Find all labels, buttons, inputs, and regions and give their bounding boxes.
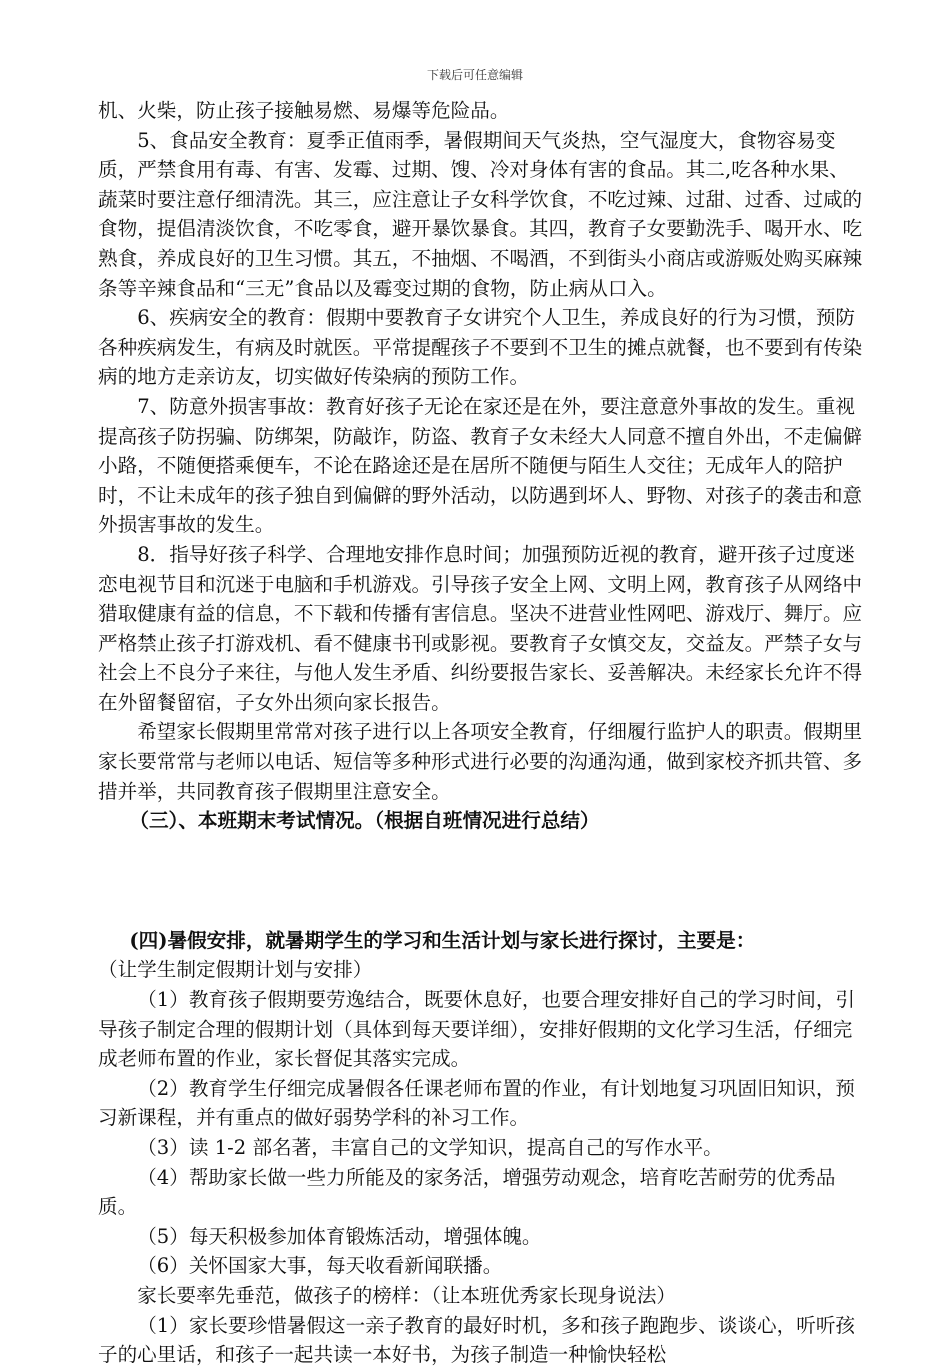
- list-item: （2）教育学生仔细完成暑假各任课老师布置的作业，有计划地复习巩固旧知识，预习新课程，并有重点的做好弱势学科的补习工作。: [98, 1076, 856, 1130]
- list-item: （5）每天积极参加体育锻炼活动，增强体魄。: [137, 1224, 542, 1248]
- list-item: （4）帮助家长做一些力所能及的家务活，增强劳动观念，培育吃苦耐劳的优秀品质。: [98, 1165, 836, 1219]
- document-body: [98, 96, 866, 1370]
- paragraph-parent-hope: 希望家长假期里常常对孩子进行以上各项安全教育，仔细履行监护人的职责。假期里家长要常常与老师以电话、短信等多种形式进行必要的沟通沟通，做到家校齐抓共管、多措并举，共同教育孩子假期里注意安全。: [98, 720, 863, 803]
- paragraph: 机、火柴，防止孩子接触易燃、易爆等危险品。: [98, 99, 510, 122]
- paragraph-parent-example: 家长要率先垂范，做孩子的榜样：（让本班优秀家长现身说法）: [137, 1283, 677, 1307]
- paragraph-schedule: 8．指导好孩子科学、合理地安排作息时间；加强预防近视的教育，避开孩子过度迷恋电视节目和沉迷于电脑和手机游戏。引导孩子安全上网、文明上网，教育孩子从网络中猎取健康有益的信息，不下载和传播有害信息。坚决不进营业性网吧、游戏厅、舞厅。应严格禁止孩子打游戏机、看不健康书刊或影视。要教育子女慎交友，交益友。严禁子女与社会上不良分子来往，与他人发生矛盾、纠纷要报告家长、妥善解决。未经家长允许不得在外留餐留宿，子女外出须向家长报告。: [98, 542, 863, 714]
- page-header: 下载后可任意编辑: [426, 68, 523, 82]
- section-heading-exam: （三）、本班期末考试情况。（根据自班情况进行总结）: [129, 809, 600, 833]
- paragraph-accident-prevention: 7、防意外损害事故：教育好孩子无论在家还是在外，要注意意外事故的发生。重视提高孩子防拐骗、防绑架，防敲诈，防盗、教育子女未经大人同意不擅自外出，不走偏僻小路，不随便搭乘便车，不论在路途还是在居所不随便与陌生人交往；无成年人的陪护时，不让未成年的孩子独自到偏僻的野外活动，以防遇到坏人、野物、对孩子的袭击和意外损害事故的发生。: [98, 394, 863, 537]
- list-item: （1）家长要珍惜暑假这一亲子教育的最好时机，多和孩子跑跑步、谈谈心，听听孩子的心里话，和孩子一起共读一本好书，为孩子制造一种愉快轻松: [98, 1313, 856, 1367]
- section-note: （让学生制定假期计划与安排）: [98, 958, 373, 982]
- list-item: （1）教育孩子假期要劳逸结合，既要休息好，也要合理安排好自己的学习时间，引导孩子制定合理的假期计划（具体到每天要详细），安排好假期的文化学习生活，仔细完成老师布置的作业，家长督促其落实完成。: [98, 988, 856, 1071]
- blank-space: [98, 836, 866, 926]
- paragraph-disease-safety: 6、疾病安全的教育：假期中要教育子女讲究个人卫生，养成良好的行为习惯，预防各种疾病发生，有病及时就医。平常提醒孩子不要到不卫生的摊点就餐，也不要到有传染病的地方走亲访友，切实做好传染病的预防工作。: [98, 306, 863, 389]
- paragraph-food-safety: 5、食品安全教育：夏季正值雨季，暑假期间天气炎热，空气湿度大，食物容易变质，严禁食用有毒、有害、发霉、过期、馊、冷对身体有害的食品。其二,吃各种水果、蔬菜时要注意仔细清洗。其三，应注意让子女科学饮食，不吃过辣、过甜、过香、过咸的食物，提倡清淡饮食，不吃零食，避开暴饮暴食。其四，教育子女要勤洗手、喝开水、吃熟食，养成良好的卫生习惯。其五，不抽烟、不喝酒，不到街头小商店或游贩处购买麻辣条等辛辣食品和“三无”食品以及霉变过期的食物，防止病从口入。: [98, 128, 863, 300]
- list-item: （3）读 1-2 部名著，丰富自己的文学知识，提高自己的写作水平。: [137, 1136, 723, 1159]
- list-item: （6）关怀国家大事，每天收看新闻联播。: [137, 1254, 503, 1278]
- section-heading-summer: (四)暑假安排，就暑期学生的学习和生活计划与家长进行探讨，主要是：: [129, 928, 756, 952]
